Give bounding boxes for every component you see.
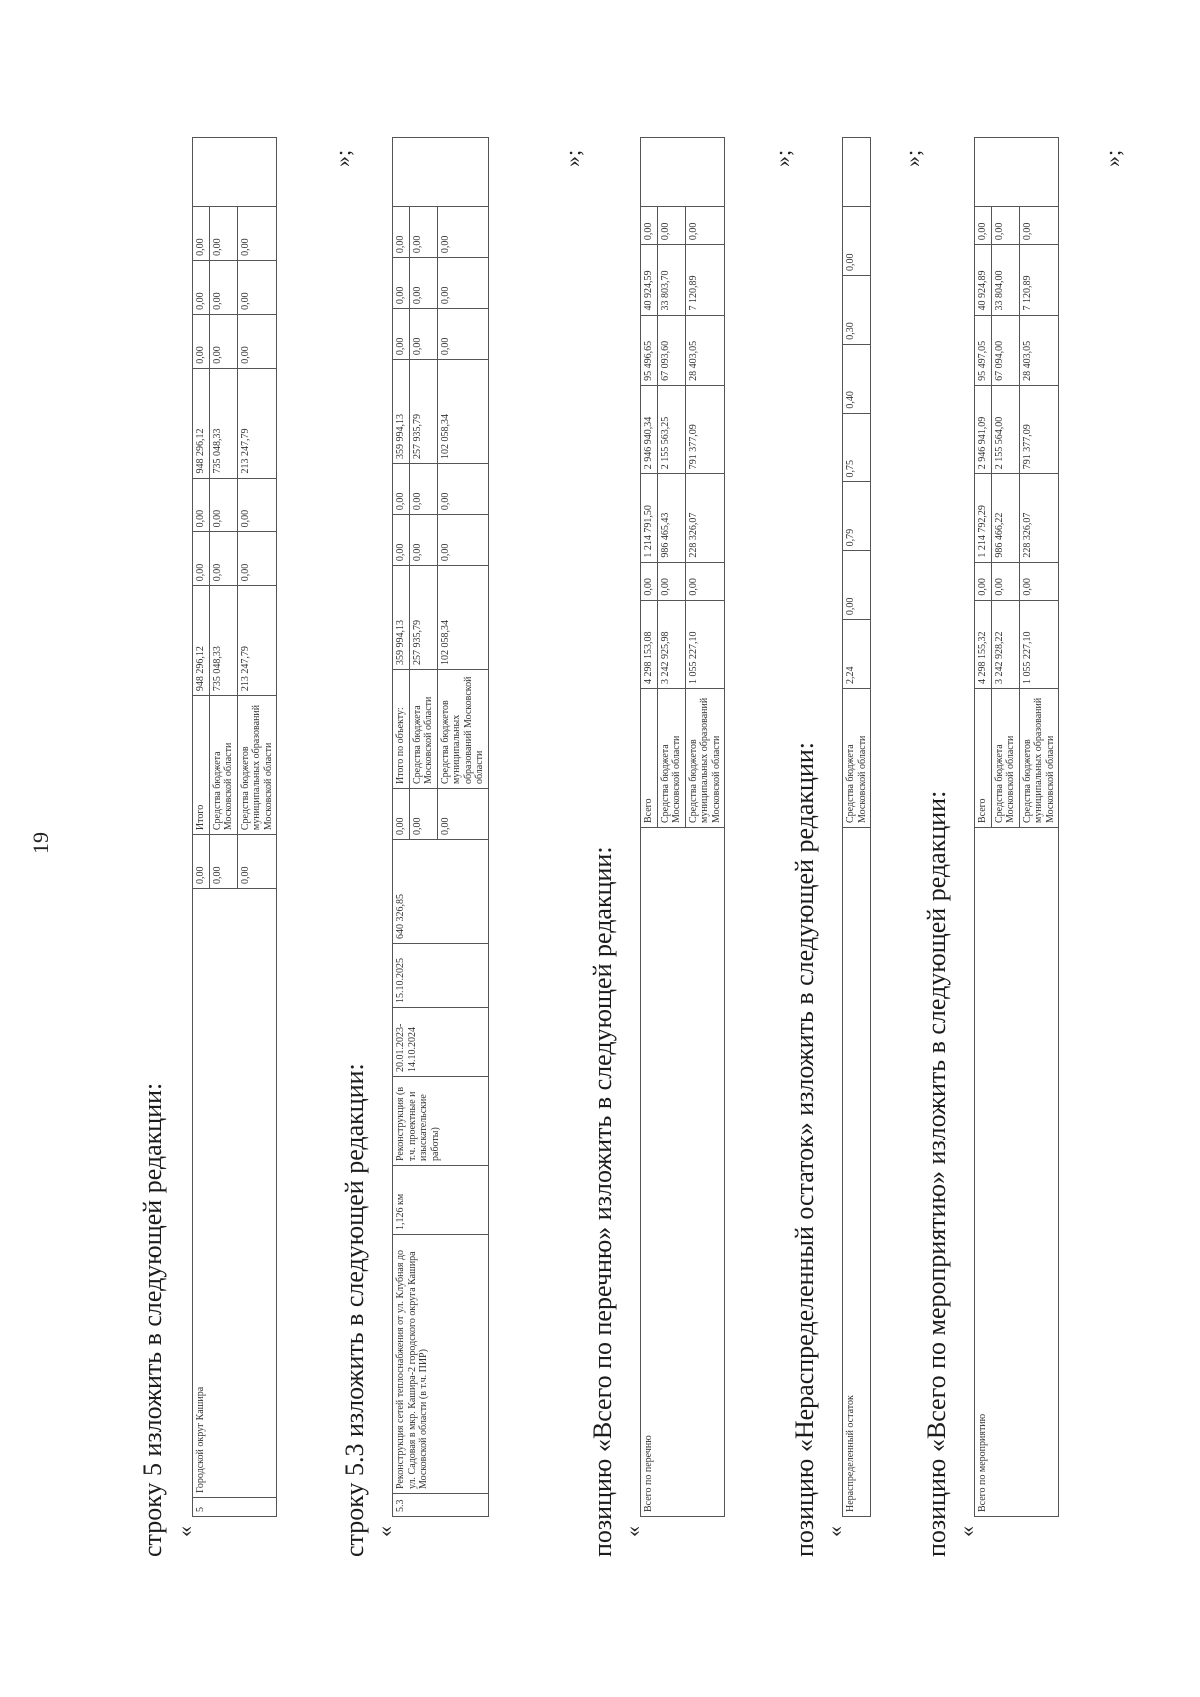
- finish-date: 15.10.2025: [393, 944, 489, 1008]
- cell: 0,00: [437, 464, 488, 515]
- cell: 0,00: [409, 207, 437, 258]
- cell: 67 093,60: [657, 315, 685, 385]
- cell: 28 403,05: [685, 315, 725, 385]
- cell: 0,00: [1019, 562, 1059, 600]
- source-label: Средства бюджетов муниципальных образований Московской области: [437, 670, 488, 789]
- section1-lead: строку 5 изложить в следующей редакции:: [138, 1082, 167, 1557]
- section4-lead: позицию «Нераспределенный остаток» изложить в следующей редакции:: [790, 741, 819, 1557]
- cell: 0,00: [975, 562, 992, 600]
- cell: 0,00: [193, 314, 210, 368]
- work-type: Реконструкция (в т.ч. проектные и изыскательские работы): [393, 1077, 489, 1166]
- cell: 0,00: [209, 835, 237, 889]
- empty-cell: [641, 138, 725, 207]
- cell: 228 326,07: [1019, 474, 1059, 562]
- source-label: Всего: [975, 689, 992, 828]
- cell: 0,00: [437, 515, 488, 566]
- cell: 0,00: [657, 562, 685, 600]
- cell: 0,00: [209, 532, 237, 586]
- cell: 2 155 563,25: [657, 385, 685, 473]
- cell: 948 296,12: [193, 586, 210, 696]
- section4-table: [842, 137, 871, 1517]
- source-label: Средства бюджета Московской области: [657, 689, 685, 828]
- cell: 0,00: [237, 835, 277, 889]
- source-label: Всего: [641, 689, 658, 828]
- cell: 1 214 792,29: [975, 474, 992, 562]
- cell: 0,30: [843, 275, 871, 344]
- cell: 948 296,12: [193, 368, 210, 478]
- cell: 0,00: [975, 207, 992, 245]
- cell: 735 048,33: [209, 586, 237, 696]
- cell: 0,00: [843, 551, 871, 620]
- row-name: Нераспределенный остаток: [843, 828, 871, 1517]
- cell: 359 994,13: [393, 360, 410, 464]
- cell: 0,00: [1019, 207, 1059, 245]
- cell: 40 924,59: [641, 245, 658, 315]
- cell: 0,00: [237, 532, 277, 586]
- cell: 1 055 227,10: [685, 600, 725, 688]
- section5-table: [974, 137, 1059, 1517]
- cell: 0,00: [437, 258, 488, 309]
- row-name: Реконструкция сетей теплоснабжения от ул. Клубная до ул. Садовая в мкр. Кашира-2 городского округа Кашира Московской области (в т.ч. ПИР): [393, 1235, 489, 1494]
- table-row: [641, 138, 658, 1517]
- row-number: 5.3: [393, 1494, 489, 1517]
- cell: 228 326,07: [685, 474, 725, 562]
- cell: 0,00: [193, 532, 210, 586]
- cell: 0,00: [685, 207, 725, 245]
- cell: 0,00: [393, 258, 410, 309]
- empty-cell: [843, 138, 871, 207]
- cell: 0,00: [193, 835, 210, 889]
- cell: 3 242 928,22: [991, 600, 1019, 688]
- cell: 0,00: [437, 207, 488, 258]
- cell: 0,00: [393, 207, 410, 258]
- cell: 3 242 925,98: [657, 600, 685, 688]
- source-label: Средства бюджета Московской области: [409, 670, 437, 789]
- cell: 28 403,05: [1019, 315, 1059, 385]
- source-label: Средства бюджета Московской области: [991, 689, 1019, 828]
- cell: 213 247,79: [237, 586, 277, 696]
- cell: 0,00: [393, 515, 410, 566]
- cell: 0,00: [193, 207, 210, 261]
- section3-lead: позицию «Всего по перечню» изложить в следующей редакции:: [588, 846, 617, 1557]
- cell: 33 803,70: [657, 245, 685, 315]
- cost: 640 326,85: [393, 840, 489, 944]
- cell: 0,00: [641, 562, 658, 600]
- cell: 7 120,89: [685, 245, 725, 315]
- source-label: Средства бюджетов муниципальных образований Московской области: [685, 689, 725, 828]
- cell: 0,00: [641, 207, 658, 245]
- section4-end-mark: »;: [900, 149, 925, 167]
- table-row: [193, 138, 210, 1517]
- source-label: Средства бюджетов муниципальных образований Московской области: [237, 696, 277, 835]
- cell: 4 298 153,08: [641, 600, 658, 688]
- cell: 0,00: [991, 562, 1019, 600]
- cell: 0,75: [843, 413, 871, 482]
- cell: 0,00: [237, 260, 277, 314]
- section5-lead: позицию «Всего по мероприятию» изложить в следующей редакции:: [922, 790, 951, 1557]
- cell: 791 377,09: [685, 385, 725, 473]
- section5-end-mark: »;: [1100, 149, 1125, 167]
- cell: 0,40: [843, 344, 871, 413]
- section1-table: [192, 137, 277, 1517]
- cell: 0,00: [409, 515, 437, 566]
- cell: 2 946 941,09: [975, 385, 992, 473]
- empty-cell: [193, 138, 277, 207]
- empty-cell: [975, 138, 1059, 207]
- cell: 95 496,65: [641, 315, 658, 385]
- cell: 102 058,34: [437, 566, 488, 670]
- cell: 0,00: [209, 260, 237, 314]
- row-number: 5: [193, 1498, 277, 1517]
- cell: 2 946 940,34: [641, 385, 658, 473]
- cell: 0,00: [409, 258, 437, 309]
- cell: 0,79: [843, 482, 871, 551]
- row-name: Всего по мероприятию: [975, 828, 1059, 1517]
- cell: 0,00: [393, 464, 410, 515]
- empty-cell: [393, 138, 489, 207]
- rotated-content: [0, 97, 1200, 1697]
- cell: 40 924,89: [975, 245, 992, 315]
- row-name: Всего по перечню: [641, 828, 725, 1517]
- cell: 0,00: [237, 207, 277, 261]
- cell: 257 935,79: [409, 360, 437, 464]
- cell: 33 804,00: [991, 245, 1019, 315]
- cell: 986 465,43: [657, 474, 685, 562]
- cell: 102 058,34: [437, 360, 488, 464]
- cell: 0,00: [237, 314, 277, 368]
- length: 1,126 км: [393, 1166, 489, 1235]
- source-label: Средства бюджетов муниципальных образований Московской области: [1019, 689, 1059, 828]
- cell: 986 466,22: [991, 474, 1019, 562]
- section2-end-mark: »;: [560, 149, 585, 167]
- cell: 0,00: [685, 562, 725, 600]
- cell: 0,00: [209, 207, 237, 261]
- table-row: [843, 138, 871, 1517]
- table-row: [393, 138, 410, 1517]
- section2-table: [392, 137, 489, 1517]
- cell: 0,00: [193, 478, 210, 532]
- section5-open-quote: «: [954, 1526, 979, 1537]
- section3-table: [640, 137, 725, 1517]
- cell: 1 055 227,10: [1019, 600, 1059, 688]
- cell: 0,00: [193, 260, 210, 314]
- cell: 95 497,05: [975, 315, 992, 385]
- cell: 791 377,09: [1019, 385, 1059, 473]
- cell: 213 247,79: [237, 368, 277, 478]
- dates: 20.01.2023-14.10.2024: [393, 1008, 489, 1077]
- cell: 257 935,79: [409, 566, 437, 670]
- cell: 735 048,33: [209, 368, 237, 478]
- cell: 0,00: [437, 789, 488, 840]
- source-label: Итого: [193, 696, 210, 835]
- section2-open-quote: «: [372, 1526, 397, 1537]
- cell: 0,00: [409, 464, 437, 515]
- cell: 67 094,00: [991, 315, 1019, 385]
- section3-end-mark: »;: [770, 149, 795, 167]
- cell: 359 994,13: [393, 566, 410, 670]
- cell: 0,00: [409, 789, 437, 840]
- source-label: Средства бюджета Московской области: [209, 696, 237, 835]
- cell: 1 214 791,50: [641, 474, 658, 562]
- cell: 7 120,89: [1019, 245, 1059, 315]
- cell: 0,00: [209, 314, 237, 368]
- cell: 0,00: [437, 309, 488, 360]
- cell: 0,00: [237, 478, 277, 532]
- section1-end-mark: »;: [330, 149, 355, 167]
- cell: 0,00: [657, 207, 685, 245]
- section4-open-quote: «: [822, 1526, 847, 1537]
- row-name: Городской округ Кашира: [193, 889, 277, 1498]
- cell: 2 155 564,00: [991, 385, 1019, 473]
- cell: 0,00: [991, 207, 1019, 245]
- cell: 2,24: [843, 620, 871, 689]
- cell: 0,00: [393, 789, 410, 840]
- cell: 0,00: [393, 309, 410, 360]
- table-row: [975, 138, 992, 1517]
- section3-open-quote: «: [620, 1526, 645, 1537]
- cell: 0,00: [843, 207, 871, 276]
- cell: 0,00: [209, 478, 237, 532]
- cell: 0,00: [409, 309, 437, 360]
- section1-open-quote: «: [172, 1526, 197, 1537]
- section2-lead: строку 5.3 изложить в следующей редакции:: [340, 1063, 369, 1557]
- page-number: 19: [28, 832, 53, 854]
- source-label: Итого по объекту:: [393, 670, 410, 789]
- cell: 4 298 155,32: [975, 600, 992, 688]
- source-label: Средства бюджета Московской области: [843, 689, 871, 828]
